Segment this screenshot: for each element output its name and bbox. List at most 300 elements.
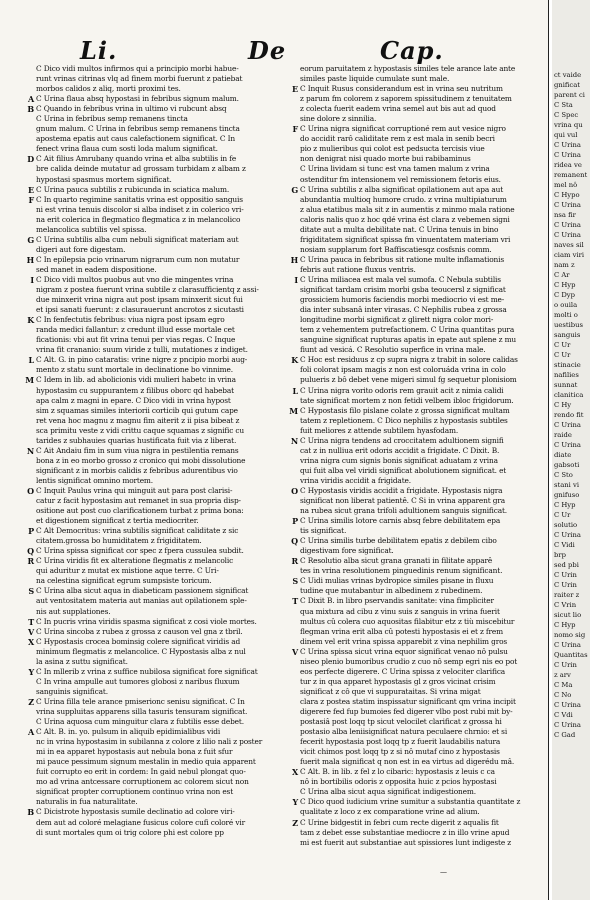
line-text: mi est fuerit aut substantiae aut spissiores lunt indigeste z (300, 837, 512, 847)
text-line (36, 64, 286, 74)
margin-letter: O (27, 485, 34, 496)
line-text: C Inquit Rusus considerandum est in vrina seu nutritum (300, 84, 503, 94)
text-line (36, 164, 286, 174)
line-text: apa calm z magni in epare. C Dico vidi in vrina hypost (36, 395, 231, 405)
line-text: do accidit rarô caliditate rem z est mala in senib becri (300, 134, 495, 144)
margin-letter: S (28, 586, 34, 597)
margin-letter: Y (28, 666, 34, 677)
text-line (294, 274, 538, 285)
text-line (300, 828, 538, 838)
line-text: C In pucris vrina viridis spasma significat z cosi viole mortes. (36, 616, 257, 626)
line-text: significant z in morbis calidis z febribus adurentibus vio (36, 465, 238, 475)
line-text: nosiam supplarum fort Baffiscatiesqz cosfsnis comm. (300, 244, 492, 254)
adjacent-page-fragment: nsa fir (554, 211, 576, 219)
text-line (36, 828, 286, 838)
text-line (300, 144, 538, 154)
margin-letter: D (27, 154, 34, 165)
line-text: C Urina miliacea est mala vel sumofa. C Nebula subtilis (300, 274, 501, 284)
line-text: abundantia multioq humore crudo. z vrina multipiaturum (300, 194, 507, 204)
line-text: na celestina significat egrum sumpsiste toricum. (36, 576, 212, 586)
adjacent-page-fragment: C Sto (554, 471, 573, 479)
text-line (300, 325, 538, 335)
line-text: significat tardam crisim morbi gsba teoucersl z significat (300, 285, 506, 295)
margin-letter: T (292, 596, 298, 607)
adjacent-page-fragment: ciam viri (554, 251, 585, 259)
adjacent-page-fragment: C Gad (554, 731, 576, 739)
text-line (300, 687, 538, 697)
line-text: vrina nigra cum signis bonis significat aduatam z vrina (300, 455, 498, 465)
margin-letter: K (291, 355, 298, 366)
line-text: mi in ea apparet hypostasis aut nebula bona z fuit sfur (36, 747, 233, 757)
line-text: C In mllerib z vrina z suffice nubilosa significat fore significat (36, 666, 258, 676)
adjacent-page-fragment: stinacie (554, 361, 581, 369)
text-line (36, 576, 286, 586)
adjacent-page-fragment: diate (554, 451, 572, 459)
adjacent-page-fragment: C Vrin (554, 601, 577, 609)
margin-letter: E (292, 84, 298, 95)
line-text: clara z postea statim inspissatur significant qm vrina incipit (300, 696, 516, 706)
text-line (36, 466, 286, 476)
text-line (291, 556, 538, 567)
line-text: non denigrat nisi quado morte bui rabibaminus (300, 154, 471, 164)
text-line (300, 456, 538, 466)
text-line (36, 647, 286, 657)
line-text: C Hypostasis crocea bominsig colere significat viridis ad (36, 636, 241, 646)
adjacent-page-fragment: C Urina (554, 531, 581, 539)
text-line (36, 325, 286, 335)
text-line (300, 396, 538, 406)
text-line (36, 516, 286, 526)
text-line (36, 687, 286, 697)
text-line (290, 254, 538, 265)
text-line (300, 64, 538, 74)
line-text: C Urina nigra vorito odoris rem grauit acit z nimia calidi (300, 385, 504, 395)
adjacent-page-fragment: uestibus (554, 321, 584, 329)
header-book-number: Li. (80, 36, 118, 65)
text-line (36, 365, 286, 375)
margin-letter: Q (291, 536, 298, 547)
margin-letter: B (27, 807, 34, 818)
line-text: grossiciem humoris faciendis morbi mediocrio vi est me- (300, 295, 505, 305)
line-text: C Ait filius Amrubany quando vrina et alba subtilis in fe (36, 154, 237, 164)
text-line (28, 616, 286, 627)
text-line (36, 777, 286, 787)
margin-letter: H (26, 254, 34, 265)
line-text: vrina viridis accidit a frigidate. (300, 475, 411, 485)
adjacent-page-fragment: C Hyp (554, 281, 576, 289)
line-text: ni est vrina tenuis discolor si alba indiset z in colerico vri- (36, 204, 244, 214)
line-text: due minxerit vrina nigra aut post ipsam minxerit sicut fui (36, 295, 243, 305)
line-text: citatem.grossa bo humiditatem z frigiditatem. (36, 536, 202, 546)
footer-mark: — (440, 868, 447, 876)
text-line (291, 536, 538, 547)
adjacent-page-fragment: C Urina (554, 151, 581, 159)
line-text: tis significat. (300, 526, 347, 536)
margin-letter: N (290, 435, 298, 446)
text-line (36, 426, 286, 436)
line-text: gnum malum. C Urina in febribus semp remanens tincta (36, 124, 240, 134)
line-text: digeri aut fore digestam. (36, 244, 126, 254)
adjacent-page-fragment: C Hypo (554, 191, 580, 199)
text-line (300, 637, 538, 647)
margin-letter: F (292, 124, 298, 135)
adjacent-page-fragment: nomo sig (554, 631, 586, 639)
line-text: C Urina spissa significat cor spec z fpera cussulea subdit. (36, 546, 244, 556)
text-line (300, 416, 538, 426)
line-text: sca primitu veste z vidi crittu caque squamas z signific cu (36, 425, 245, 435)
text-line (291, 767, 538, 778)
line-text: C Alt Democritus: vrina subtilis significat caliditate z sic (36, 526, 239, 536)
line-text: tes in vrina resolutionem pinguedinis renum significant. (300, 566, 503, 576)
text-line (36, 406, 286, 416)
text-line (292, 385, 538, 396)
text-line (36, 797, 286, 807)
text-line (300, 335, 538, 345)
text-line (36, 657, 286, 667)
adjacent-page-fragment: z arv (554, 671, 571, 679)
adjacent-page-fragment: parent ci (554, 91, 585, 99)
text-line (36, 295, 286, 305)
adjacent-page-fragment: C Hyp (554, 621, 576, 629)
line-text: tur z in qua apparet hypostasis gl z gros vicinat crisim (300, 676, 496, 686)
adjacent-page-fragment: gabsoti (554, 461, 580, 469)
line-text: fuerit mala significat q non est in ea virtus ad digerédu mâ. (300, 757, 515, 767)
margin-letter: P (292, 516, 298, 527)
line-text: na rubea sicut grana trifoli adultionem sanguis significat. (300, 506, 507, 516)
text-line (300, 134, 538, 144)
text-line (26, 254, 286, 265)
line-text: C In quarto regimine sanitatis vrina est oppositio sanguis (36, 194, 243, 204)
line-text: qualitate z loco z ex comparatione vrine ad alium. (300, 807, 480, 817)
line-text: frigiditatem significat spissa fm vinuentatem materiam vri (300, 234, 511, 244)
text-line (28, 586, 286, 597)
margin-letter: R (27, 556, 34, 567)
text-line (36, 345, 286, 355)
line-text: di sunt mortales qum oi trig colore phi est colore pp (36, 827, 224, 837)
line-text: dinem vel erit vrina spissa apparebit z vina nephilim gros (300, 636, 508, 646)
adjacent-page-fragment: solutio (554, 521, 578, 529)
text-line (290, 435, 538, 446)
text-line (300, 838, 538, 848)
line-text: C Urina nigra tendens ad croccitatem adultionem signifi (300, 435, 504, 445)
adjacent-page-fragment: C Vidi (554, 541, 575, 549)
line-text: C Inquit Paulus vrina qui minguit aut para post clarisi- (36, 485, 233, 495)
text-line (300, 546, 538, 556)
line-text: C Alt. B. in. yo. pulsum in aliquib epidimialibus vidi (36, 727, 221, 737)
line-text: sanguinis significat. (36, 686, 108, 696)
adjacent-page-fragment: sanguis (554, 331, 581, 339)
text-line (36, 144, 286, 154)
margin-letter: L (28, 355, 34, 366)
text-line (36, 175, 286, 185)
adjacent-page-fragment: C Urina (554, 641, 581, 649)
line-text: C Idem in lib. ad abolicionis vidi mulieri habetc in vrina (36, 375, 236, 385)
text-line (36, 84, 286, 94)
adjacent-page-fragment: C Urina (554, 141, 581, 149)
text-line (300, 74, 538, 84)
line-text: tem z vehementem putrefactionem. C Urina quantitas pura (300, 325, 515, 335)
margin-letter: M (289, 405, 298, 416)
adjacent-page-fragment: C Urina (554, 201, 581, 209)
line-text: tate significat mortem z non fetidi velbem ibloc frigidorum. (300, 395, 514, 405)
line-text: aut ventositatem materia aut manias aut opilationem sple- (36, 596, 247, 606)
line-text: C Dico vidi multos puobus aut vno die mingentes vrina (36, 274, 234, 284)
adjacent-page-fragment: nam z (554, 261, 575, 269)
text-line (300, 737, 538, 747)
adjacent-page-fragment: ridea ve (554, 161, 582, 169)
text-line (36, 215, 286, 225)
margin-letter: P (28, 526, 34, 537)
adjacent-page-edge (552, 0, 590, 900)
adjacent-page-fragment: C Ur (554, 351, 571, 359)
adjacent-page-fragment: stani vi (554, 481, 579, 489)
text-line (36, 74, 286, 84)
line-text: C Dixit B. in libro pservandis sanitate: vina fimpliciter (300, 596, 494, 606)
text-line (36, 677, 286, 687)
line-text: eos perfecte digerere. C Urina spissa z velociter clarifica (300, 666, 506, 676)
adjacent-page-fragment: C Urina (554, 441, 581, 449)
text-line (300, 235, 538, 245)
margin-letter: N (26, 445, 34, 456)
line-text: randa medici fallantur: z credunt illud esse mortale cet (36, 325, 235, 335)
text-line (300, 607, 538, 617)
text-line (28, 526, 286, 537)
text-line (292, 576, 538, 587)
margin-letter: F (28, 194, 34, 205)
adjacent-page-fragment: raide (554, 431, 572, 439)
line-text: C Urina subtilis alba cum nebuli significat materiam aut (36, 234, 239, 244)
text-line (36, 265, 286, 275)
line-text: dia inter subsanâ inter virasas. C Nephilis rubea z grossa (300, 305, 507, 315)
line-text: significat propter corruptionem continuo vrina non est (36, 787, 234, 797)
line-text: C Urina spissa sicut vrina equor significat venao nô pulsu (300, 646, 508, 656)
line-text: C Urine bidgestit in febri cum recte digerit z aqualis fit (300, 817, 499, 827)
line-text: C Urina viridis fit ex alteratione flegmatis z melancolic (36, 556, 234, 566)
margin-letter: S (292, 576, 298, 587)
line-text: C Urina nigra significat corruptioné rem aut vesice nigro (300, 124, 506, 134)
text-line (27, 626, 286, 637)
text-line (36, 787, 286, 797)
line-text: C Hypostasis filo pislane colate z grossa significat multam (300, 405, 510, 415)
text-line (300, 94, 538, 104)
text-line (292, 596, 538, 607)
line-text: multus cû colera cuo aquositas filabitur etz z tiù miscebitur (300, 616, 515, 626)
text-line (300, 476, 538, 486)
text-line (36, 305, 286, 315)
text-line (300, 707, 538, 717)
adjacent-page-fragment: remanent (554, 171, 588, 179)
text-line (36, 707, 286, 717)
text-line (300, 114, 538, 124)
text-line (300, 426, 538, 436)
line-text: sim z squamas similes interiorii corticib qui gutum cape (36, 405, 238, 415)
line-text: vrina fit crananio: suum viride z tulli, mutationes z indiget. (36, 345, 248, 355)
line-text: similes paste liquide cumulate sunt male. (300, 74, 450, 84)
margin-letter: I (294, 274, 298, 285)
line-text: catur z facit hypostasim aut remanet in sua propria disp- (36, 496, 241, 506)
line-text: minimum flegmatis z melancolice. C Hypostasis alba z nul (36, 646, 246, 656)
line-text: bre calida deinde mutatur ad grossam turbidam z albam z (36, 164, 246, 174)
margin-letter: Q (27, 546, 34, 557)
margin-letter: K (27, 315, 34, 326)
line-text: C Dicistrote hypostasis sumile declinatio ad colore viri- (36, 807, 235, 817)
line-text: C Urina alba sicut aqua in diabeticam passionem significat (36, 586, 249, 596)
line-text: qui aduritur z mutat ex mistione aque terre. C Uri- (36, 566, 219, 576)
text-line (300, 496, 538, 506)
line-text: tarides z subhauies quarias hustificata fuit via z liberat. (36, 435, 237, 445)
text-line (36, 285, 286, 295)
text-line (300, 164, 538, 174)
line-text: digerere fed fup bumoies fed digerer vlbo post rubi mit by- (300, 707, 513, 716)
line-text: bona z in eo morbo grosso z cronico qui mobi dissolutione (36, 455, 246, 465)
margin-letter: X (291, 767, 298, 778)
text-line (27, 636, 286, 647)
adjacent-page-fragment: C Urin (554, 661, 577, 669)
text-line (36, 114, 286, 124)
header-title: De (248, 36, 287, 65)
adjacent-page-fragment: C Hyp (554, 501, 576, 509)
text-line (36, 386, 286, 396)
text-line (28, 355, 286, 366)
text-line (300, 526, 538, 536)
adjacent-page-fragment: C Urina (554, 231, 581, 239)
text-line (36, 767, 286, 777)
line-text: vrina suppluitas apparens silla tasuris tensuram significat. (36, 707, 248, 716)
text-line (300, 285, 538, 295)
line-text: tudine que mutabantur in albedinem z rubedinem. (300, 586, 483, 596)
text-line (27, 807, 286, 818)
text-line (300, 717, 538, 727)
line-text: z alua etatibus mala sit z in aumentis z minmo mala ratione (300, 204, 515, 214)
text-line (292, 124, 538, 135)
line-text: C Urina pauca in febribus sit ratione multe inflamationis (300, 254, 504, 264)
text-line (291, 184, 538, 195)
text-line (300, 315, 538, 325)
line-text: C Alt. G. in pino cataratis: vrine nigre z pncipio morbi aug- (36, 355, 248, 365)
adjacent-page-fragment: C Ma (554, 681, 573, 689)
margin-letter: O (291, 485, 298, 496)
line-text: hypostasim cu suppurantem z filibus oborc qd habebat (36, 385, 234, 395)
line-text: ditate aut a multa debilitate nat. C Urina tenuis in bino (300, 224, 499, 234)
adjacent-page-fragment: sunnat (554, 381, 578, 389)
line-text: niseo plenio bumoribus crudio z cuo nô semp egri nis eo pot (300, 656, 518, 666)
line-text: runt vrinas citrinas vlq ad finem morbi fuerunt z patiebat (36, 74, 243, 84)
adjacent-page-fragment: o ouila (554, 301, 578, 309)
text-line (36, 205, 286, 215)
line-text: C Urina alba sicut aqua significat indigestionem. (300, 787, 476, 797)
adjacent-page-fragment: brp (554, 551, 566, 559)
right-text-column (289, 64, 538, 874)
line-text: nc in vrina hypostasim in subilanna z colore z lilio nali z poster (36, 737, 263, 747)
line-text: pio z mulieribus qui colot est pedsucta tercisis viue (300, 144, 485, 154)
text-line (27, 727, 286, 738)
text-line (27, 546, 286, 557)
line-text: apostema epatis aut caus calefactionem significat. C In (36, 134, 236, 144)
text-line (27, 485, 286, 496)
text-line (300, 205, 538, 215)
line-text: C In fenfectutis febribus: viua nigra post ipsam egro (36, 315, 225, 325)
text-line (300, 466, 538, 476)
text-line (300, 747, 538, 757)
line-text: C Quando in febribus vrina in ultimo vi rubcunt absq (36, 104, 227, 114)
text-line (36, 566, 286, 576)
text-line (300, 566, 538, 576)
adjacent-page-fragment: sicut lio (554, 611, 582, 619)
adjacent-page-fragment: qui vul (554, 131, 578, 139)
text-line (36, 134, 286, 144)
line-text: tam z debet esse substantiae mediocre z in illo vrine apud (300, 827, 510, 837)
line-text: C Dico quod iudicium vrine sumitur a substantia quantitate z (300, 797, 521, 807)
adjacent-page-fragment: C Ur (554, 511, 571, 519)
line-text: sed manet in eadem dispositione. (36, 264, 157, 274)
margin-letter: V (291, 646, 298, 657)
adjacent-page-fragment: C Urina (554, 221, 581, 229)
text-line (36, 506, 286, 516)
text-line (27, 154, 286, 165)
adjacent-page-fragment: Quantitas (554, 651, 588, 659)
text-line (36, 536, 286, 546)
line-text: nigram z postea fuerunt vrina subtile z clarasufficientq z assi- (36, 285, 259, 295)
line-text: significat non liberat patientê. C Si in vrina apparent gra (300, 496, 505, 506)
margin-letter: Y (292, 797, 298, 808)
line-text: C Urina similis lotore carnis absq febre debilitatem epa (300, 516, 501, 526)
line-text: C Hoc est residuus z cp supra nigra z trabit in solore calidas (300, 355, 518, 365)
adjacent-page-fragment: C Sta (554, 101, 573, 109)
line-text: fecerit hypostasia post loqq tp z fuerit laudabilis natura (300, 737, 501, 747)
text-line (300, 295, 538, 305)
adjacent-page-fragment: C Ur (554, 341, 571, 349)
adjacent-page-fragment: C No (554, 691, 572, 699)
margin-letter: R (291, 556, 298, 567)
line-text: C Urina lividam si tunc est vna tamen malum z vrina (300, 164, 490, 174)
line-text: vicit chimos post loqq tp z si nô mutaf cino z hypostasis (300, 747, 500, 757)
text-line (36, 396, 286, 406)
margin-letter: E (28, 184, 34, 195)
text-line (27, 556, 286, 567)
line-text: C Alt. B. in lib. z fel z lo cibaric: hypostasis z leuis c ca (300, 767, 495, 777)
line-text: mi pauce pessimum signum mestalin in medio quia apparent (36, 757, 256, 767)
adjacent-page-fragment: C Dyp (554, 291, 576, 299)
text-line (30, 274, 286, 285)
text-line (27, 104, 286, 115)
margin-letter: G (291, 184, 298, 195)
text-line (292, 516, 538, 527)
adjacent-page-fragment: nafilies (554, 371, 579, 379)
text-line (300, 807, 538, 817)
header-chapter: Cap. (380, 36, 444, 65)
text-line (289, 405, 538, 416)
line-text: mento z statu sunt mortale in declinatione bo vinnime. (36, 365, 233, 375)
text-line (26, 445, 286, 456)
line-text: fuit corrupto eo erit in cordem: In gaid nebul plongat quo- (36, 767, 246, 777)
line-text: fiunt ad vesicá. C Resolutio superfice in vrina male. (300, 345, 486, 355)
adjacent-page-fragment: C Spec (554, 111, 579, 119)
adjacent-page-fragment: raiter z (554, 591, 580, 599)
adjacent-page-fragment: molti o (554, 311, 578, 319)
line-text: fuit meliores z attende subtilem hyasfodam. (300, 425, 459, 435)
text-line (27, 94, 286, 105)
line-text: et ipsi sanati fuerunt: z clasurauerunt ancrotos z sicutasti (36, 305, 244, 315)
line-text: z colecta fuerit eadem vrina semel aut bis aut ad quod (300, 104, 496, 114)
text-line (300, 215, 538, 225)
margin-letter: Z (292, 817, 298, 828)
text-line (36, 124, 286, 134)
line-text: sine dolore z sinnilia. (300, 114, 377, 124)
text-line (300, 446, 538, 456)
margin-letter: A (27, 94, 34, 105)
text-line (300, 506, 538, 516)
margin-letter: A (27, 727, 34, 738)
